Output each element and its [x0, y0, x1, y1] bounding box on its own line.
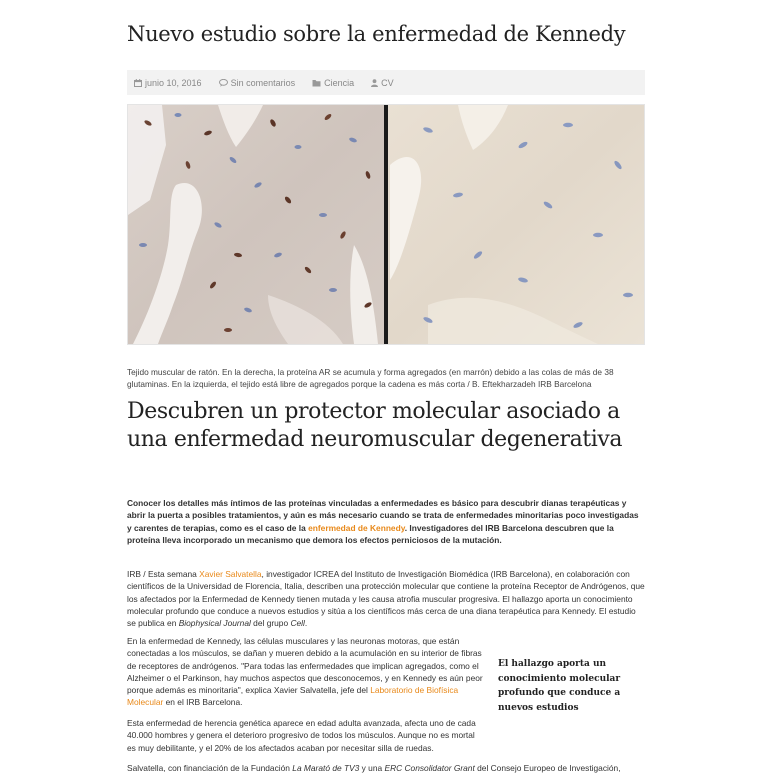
link-laboratorio-biofisica[interactable]: Laboratorio de Biofísica Molecular	[127, 685, 459, 708]
article-headline: Descubren un protector molecular asociado a una enfermedad neuromuscular degenerativa	[127, 399, 623, 452]
meta-comments-link[interactable]: Sin comentarios	[230, 77, 296, 88]
comment-icon	[219, 79, 228, 87]
muscle-tissue-micrograph	[128, 105, 644, 344]
link-enfermedad-kennedy[interactable]: enfermedad de Kennedy	[308, 522, 405, 533]
post-meta-bar	[127, 70, 645, 95]
meta-date-link[interactable]: junio 10, 2016	[145, 77, 202, 88]
paragraph-1: IRB / Esta semana Xavier Salvatella, investigador ICREA del Instituto de Investigación Biomédica (IRB Barcelona), en colaboración con científicos de la Universidad de Florencia, Italia, describen una protección molecular que contiene la proteína Receptor de Andrógenos, que los afectados por la Enfermedad de Kennedy tienen mutada y les causa atrofia muscular progresiva. El hallazgo aporta un conocimiento molecular profundo que conduce a nuevos estudios y sitúa a los científicos más cerca de una diana terapéutica para Kennedy. El estudio se publica en Biophysical Journal del grupo Cell.	[127, 569, 645, 629]
meta-comments[interactable]	[219, 78, 296, 88]
link-xavier-salvatella[interactable]: Xavier Salvatella	[199, 569, 262, 579]
calendar-icon	[134, 79, 142, 87]
meta-category-link[interactable]: Ciencia	[324, 77, 355, 88]
paragraph-3: Esta enfermedad de herencia genética aparece en edad adulta avanzada, afecta uno de cada 40.000 hombres y genera el deterioro progresivo de todos los músculos. Aunque no es mortal es muy debilitante, y el 20% de los afectados acaban por necesitar silla de ruedas.	[127, 718, 476, 753]
meta-author[interactable]	[371, 78, 394, 88]
folder-icon	[312, 79, 321, 87]
meta-category[interactable]	[312, 78, 354, 88]
user-icon	[371, 79, 378, 87]
meta-date[interactable]	[134, 78, 202, 88]
post-title[interactable]: Nuevo estudio sobre la enfermedad de Kennedy	[127, 22, 626, 46]
meta-author-link[interactable]: CV	[381, 77, 394, 88]
article-lead: Conocer los detalles más íntimos de las proteínas vinculadas a enfermedades es básico para descubrir dianas terapéuticas y abrir la puerta a posibles tratamientos, y aún es más necesario cuando se trata de enfermedades minoritarias poco investigadas y carentes de terapias, como es el caso de la enfermedad de Kennedy. Investigadores del IRB Barcelona descubren que la proteína lleva incorporado un mecanismo que demora los efectos perniciosos de la mutación.	[127, 498, 639, 545]
image-caption: Tejido muscular de ratón. En la derecha, la proteína AR se acumula y forma agregados (en marrón) debido a las colas de más de 38 glutaminas. En la izquierda, el tejido está libre de agregados porque la cadena es más corta / B. Eftekharzadeh IRB Barcelona	[127, 367, 614, 390]
pull-quote: El hallazgo aporta un conocimiento molecular profundo que conduce a nuevos estudios	[498, 659, 621, 713]
paragraph-2: En la enfermedad de Kennedy, las células musculares y las neuronas motoras, que están conectadas a los músculos, se dañan y mueren debido a la acumulación en su interior de fibras de receptores de andrógenos. "Para todas las enfermedades que implican agregados, como el Alzheimer o el Parkinson, hay muchos aspectos que desconocemos, y en Kennedy es aún peor porque además es minoritaria", explica Xavier Salvatella, jefe del Laboratorio de Biofísica Molecular en el IRB Barcelona.	[127, 636, 483, 708]
featured-image[interactable]	[127, 104, 645, 345]
paragraph-4: Salvatella, con financiación de la Fundación La Marató de TV3 y una ERC Consolidator Grant del Consejo Europeo de Investigación,	[127, 763, 621, 773]
